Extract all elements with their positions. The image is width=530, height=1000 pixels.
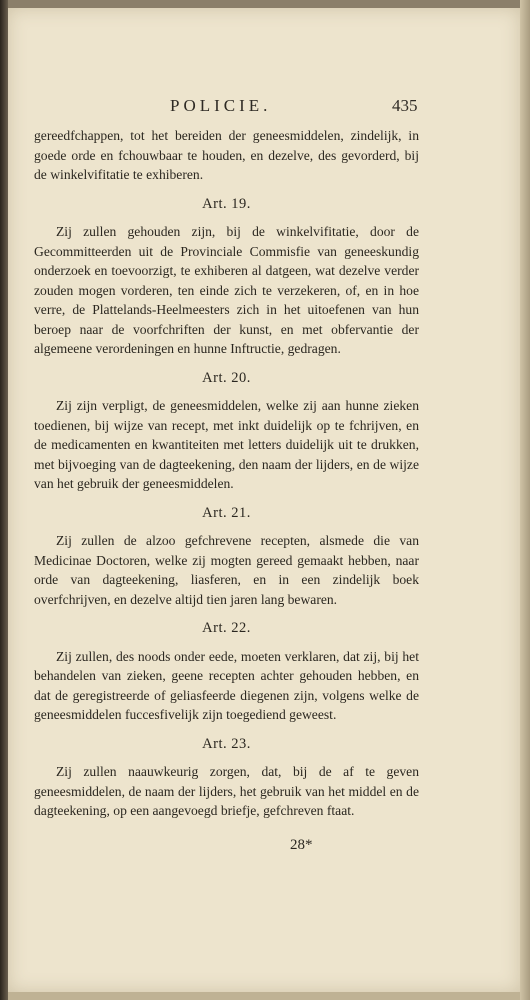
page-bottom-edge [8,992,520,1000]
article-heading-19: Art. 19. [202,195,251,212]
article-heading-23: Art. 23. [202,735,251,752]
signature-mark: 28* [290,837,313,853]
article-heading-22: Art. 22. [202,620,251,636]
article-heading-20: Art. 20. [202,369,251,386]
paragraph-art-19: Zij zullen gehouden zijn, bij de winkelvifitatie, door de Gecommitteerden uit de Provinciale Commisfie van geneeskundig onderzoek en toevoorzigt, te exhiberen al datgeen, wat dezelve verder zouden mogen vorderen, ten einde zich te verzekeren, of, en in hoe verre, de Plattelands-Heelmeesters zich in het uitoefenen van hun beroep naar de voorfchriften der kunst, en met obfervantie der algemeene verordeningen en hunne Inftructie, gedragen. [34,224,419,356]
page-number: 435 [392,96,418,115]
book-page [8,8,520,992]
paragraph-art-21: Zij zullen de alzoo gefchrevene recepten, alsmede die van Medicinae Doctoren, welke zij mogten gereed gemaakt hebben, naar orde van dagteekening, liasferen, en in een zindelijk boek overfchrijven, en dezelve altijd tien jaren lang bewaren. [34,533,419,607]
book-gutter-edge [0,0,8,1000]
paragraph-art-23: Zij zullen naauwkeurig zorgen, dat, bij de af te geven geneesmiddelen, de naam der lijders, het gebruik van het middel en de dagteekening, op een aangevoegd briefje, gefchreven ftaat. [34,764,419,818]
paragraph-art-22: Zij zullen, des noods onder eede, moeten verklaren, dat zij, bij het behandelen van zieken, geene recepten achter gehouden hebben, en dat de geregistreerde of geliasfeerde diegenen zijn, volgens welke de geneesmiddelen fuccesfivelijk zijn toegediend geweest. [34,648,419,722]
running-head: POLICIE. [170,96,272,115]
paragraph-continued: gereedfchappen, tot het bereiden der geneesmiddelen, zindelijk, in goede orde en fchouwbaar te houden, en dezelve, des gevorderd, bij de winkelvifitatie te exhiberen. [34,128,419,182]
page-body [34,126,419,821]
page-header [22,96,427,118]
page-fore-edge [520,0,530,1000]
paragraph-art-20: Zij zijn verpligt, de geneesmiddelen, welke zij aan hunne zieken toedienen, bij wijze van recept, met inkt duidelijk op te fchrijven, en de medicamenten en kwantiteiten met letters duidelijk uit te drukken, met bijvoeging van de dagteekening, den naam der lijders, en de wijze van het gebruik der geneesmiddelen. [34,398,419,491]
article-heading-21: Art. 21. [202,504,251,521]
